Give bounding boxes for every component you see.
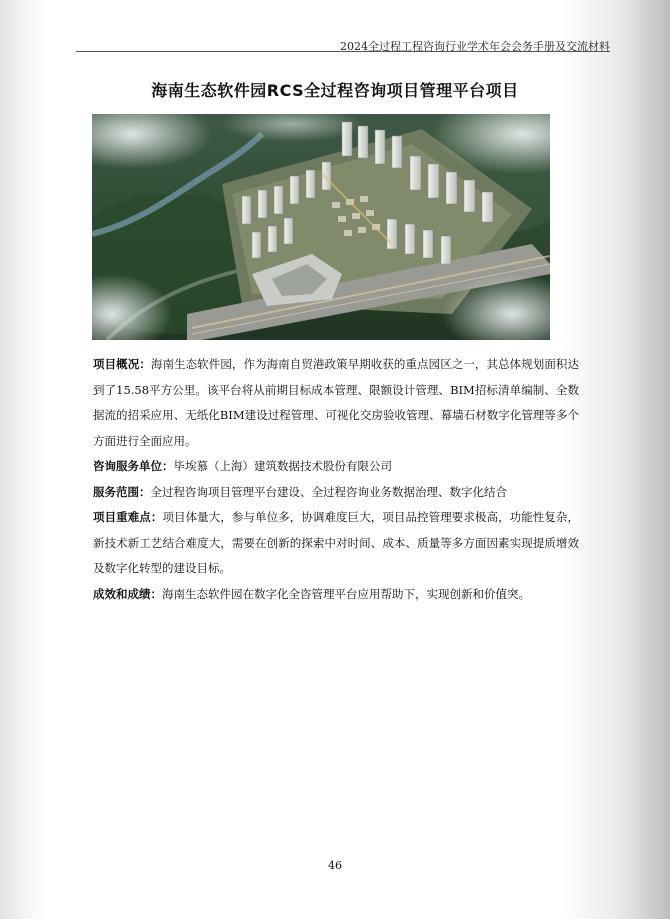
- section-label: 服务范围：: [93, 484, 151, 499]
- project-description: [93, 352, 579, 607]
- section-text: 毕埃慕（上海）建筑数据技术股份有限公司: [173, 459, 392, 473]
- running-header: 2024全过程工程咨询行业学术年会会务手册及交流材料: [340, 40, 610, 53]
- section-text: 海南生态软件园，作为海南自贸港政策早期收获的重点园区之一，其总体规划面积达到了15.58平方公里。该平台将从前期目标成本管理、限额设计管理、BIM招标清单编制、全数据流的招采应用、无纸化BIM建设过程管理、可视化交房验收管理、幕墙石材数字化管理等多个方面进行全面应用。: [93, 357, 580, 448]
- aerial-rendering-image: [92, 114, 550, 340]
- page-title: 海南生态软件园RCS全过程咨询项目管理平台项目: [151, 81, 519, 100]
- header-divider: [76, 51, 610, 52]
- section-text: 海南生态软件园在数字化全咨管理平台应用帮助下，实现创新和价值突。: [162, 586, 530, 601]
- section-consulting-unit: [93, 454, 579, 480]
- section-label: 成效和成绩：: [93, 586, 162, 601]
- section-text: 项目体量大，参与单位多，协调难度巨大，项目品控管理要求极高，功能性复杂，新技术新工艺结合难度大，需要在创新的探索中对时间、成本、质量等多方面因素实现提质增效及数字化转型的建设目标。: [93, 510, 580, 575]
- section-label: 项目重难点：: [93, 510, 163, 524]
- section-label: 项目概况：: [93, 357, 151, 371]
- page-number: 46: [328, 859, 342, 872]
- section-overview: [93, 352, 579, 454]
- section-text: 全过程咨询项目管理平台建设、全过程咨询业务数据治理、数字化结合: [150, 484, 507, 499]
- section-key-difficulties: [93, 505, 579, 582]
- section-results: [93, 582, 579, 608]
- section-label: 咨询服务单位：: [93, 459, 174, 473]
- section-service-scope: [93, 480, 579, 506]
